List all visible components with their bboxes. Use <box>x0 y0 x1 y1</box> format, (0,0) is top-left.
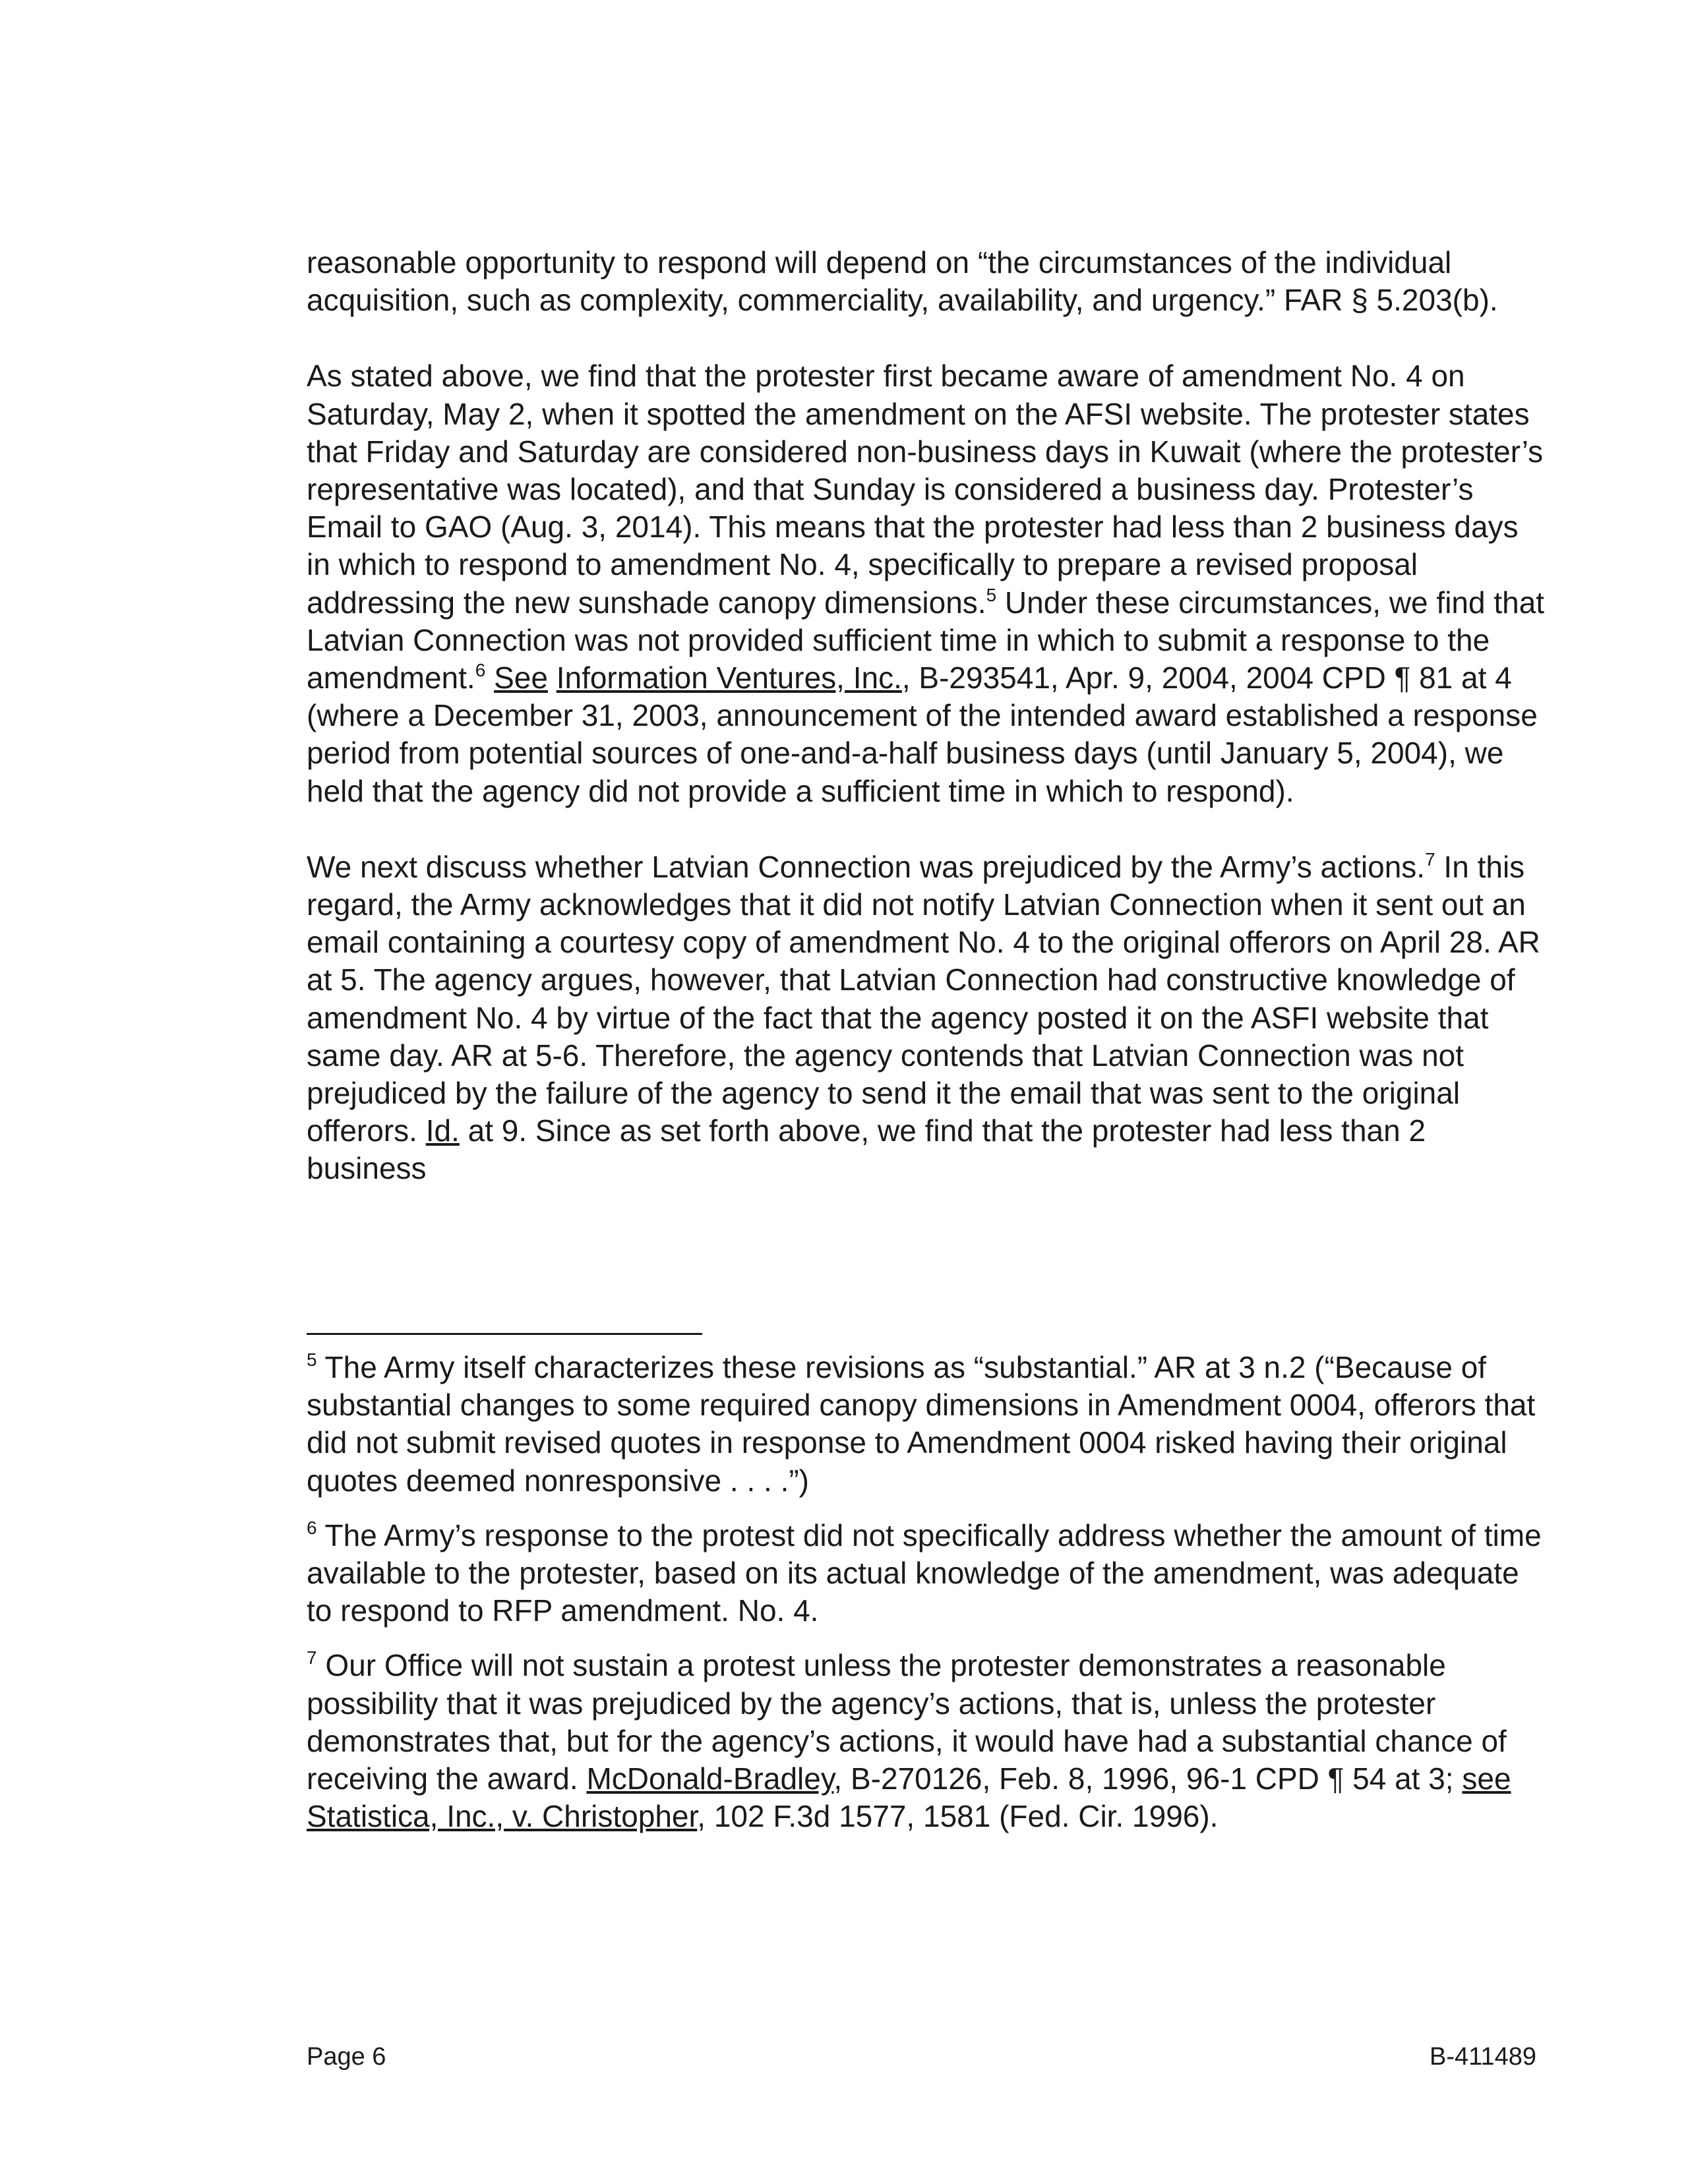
citation-id: Id. <box>425 1113 460 1148</box>
footnote-7-text-b: , B-270126, Feb. 8, 1996, 96-1 CPD ¶ 54 at 3; <box>833 1761 1462 1796</box>
paragraph-1-text: reasonable opportunity to respond will depend on “the circumstances of the individual acquisition, such as complexity, commerciality, availability, and urgency.” FAR § 5.203(b). <box>307 245 1498 318</box>
footnote-5-text: The Army itself characterizes these revisions as “substantial.” AR at 3 n.2 (“Because of substantial changes to some required canopy dimensions in Amendment 0004, offerors that did not submit revised quotes in response to Amendment 0004 risked having their original quotes deemed nonresponsive . . . .”) <box>307 1350 1536 1498</box>
paragraph-3-text-b: In this regard, the Army acknowledges that it did not notify Latvian Connection when it sent out an email containing a courtesy copy of amendment No. 4 to the original offerors on April 28. AR at 5. The agency argues, however, that Latvian Connection had constructive knowledge of amendment No. 4 by virtue of the fact that the agency posted it on the ASFI website that same day. AR at 5-6. Therefore, the agency contends that Latvian Connection was not prejudiced by the failure of the agency to send it the email that was sent to the original offerors. <box>307 849 1540 1148</box>
paragraph-2-text-c: , B-293541, Apr. 9, 2004, 2004 CPD ¶ 81 at 4 (where a December 31, 2003, announcement of the intended award established a response period from potential sources of one-and-a-half business days (until January 5, 2004), we held that the agency did not provide a sufficient time in which to respond). <box>307 661 1538 808</box>
footnote-7-number: 7 <box>307 1647 317 1668</box>
footnote-6 <box>307 1517 1546 1630</box>
paragraph-1 <box>307 244 1546 319</box>
page-number: Page 6 <box>307 2043 386 2071</box>
footnote-6-number: 6 <box>307 1517 317 1538</box>
footnote-ref-7: 7 <box>1425 848 1435 870</box>
case-citation-statistica: Statistica, Inc., v. Christopher <box>307 1799 698 1834</box>
case-citation-mcdonald-bradley: McDonald-Bradley <box>586 1761 834 1796</box>
footnote-7-text-c: , 102 F.3d 1577, 1581 (Fed. Cir. 1996). <box>697 1799 1219 1834</box>
body-text <box>307 244 1546 1226</box>
paragraph-3-text-a: We next discuss whether Latvian Connection was prejudiced by the Army’s actions. <box>307 849 1426 884</box>
footnote-ref-5: 5 <box>986 584 997 605</box>
signal-see: See <box>494 661 548 695</box>
space <box>548 661 557 695</box>
paragraph-3-text-c: at 9. Since as set forth above, we find that the protester had less than 2 business <box>307 1113 1426 1186</box>
footnote-5 <box>307 1349 1546 1500</box>
footnotes <box>307 1349 1546 1852</box>
signal-see: see <box>1462 1761 1511 1796</box>
paragraph-2-text-b: Under these circumstances, we find that Latvian Connection was not provided sufficient time in which to submit a response to the amendment. <box>307 585 1545 695</box>
footnote-ref-6: 6 <box>475 660 486 681</box>
case-citation-information-ventures: Information Ventures, Inc. <box>556 661 902 695</box>
docket-number: B-411489 <box>1430 2043 1536 2071</box>
footnote-7-text-a: Our Office will not sustain a protest unless the protester demonstrates a reasonable possibility that it was prejudiced by the agency’s actions, that is, unless the protester demonstrates that, but for the agency’s actions, it would have had a substantial chance of receiving the award. <box>307 1648 1507 1796</box>
footnote-5-number: 5 <box>307 1349 317 1370</box>
paragraph-3 <box>307 848 1546 1188</box>
paragraph-2-text-a: As stated above, we find that the protester first became aware of amendment No. 4 on Saturday, May 2, when it spotted the amendment on the AFSI website. The protester states that Friday and Saturday are considered non-business days in Kuwait (where the protester’s representative was located), and that Sunday is considered a business day. Protester’s Email to GAO (Aug. 3, 2014). This means that the protester had less than 2 business days in which to respond to amendment No. 4, specifically to prepare a revised proposal addressing the new sunshade canopy dimensions. <box>307 359 1544 620</box>
footnote-separator <box>307 1333 702 1335</box>
paragraph-2 <box>307 357 1546 810</box>
footnote-7 <box>307 1647 1546 1835</box>
footnote-6-text: The Army’s response to the protest did not specifically address whether the amount of time available to the protester, based on its actual knowledge of the amendment, was adequate to respond to RFP amendment. No. 4. <box>307 1518 1542 1628</box>
